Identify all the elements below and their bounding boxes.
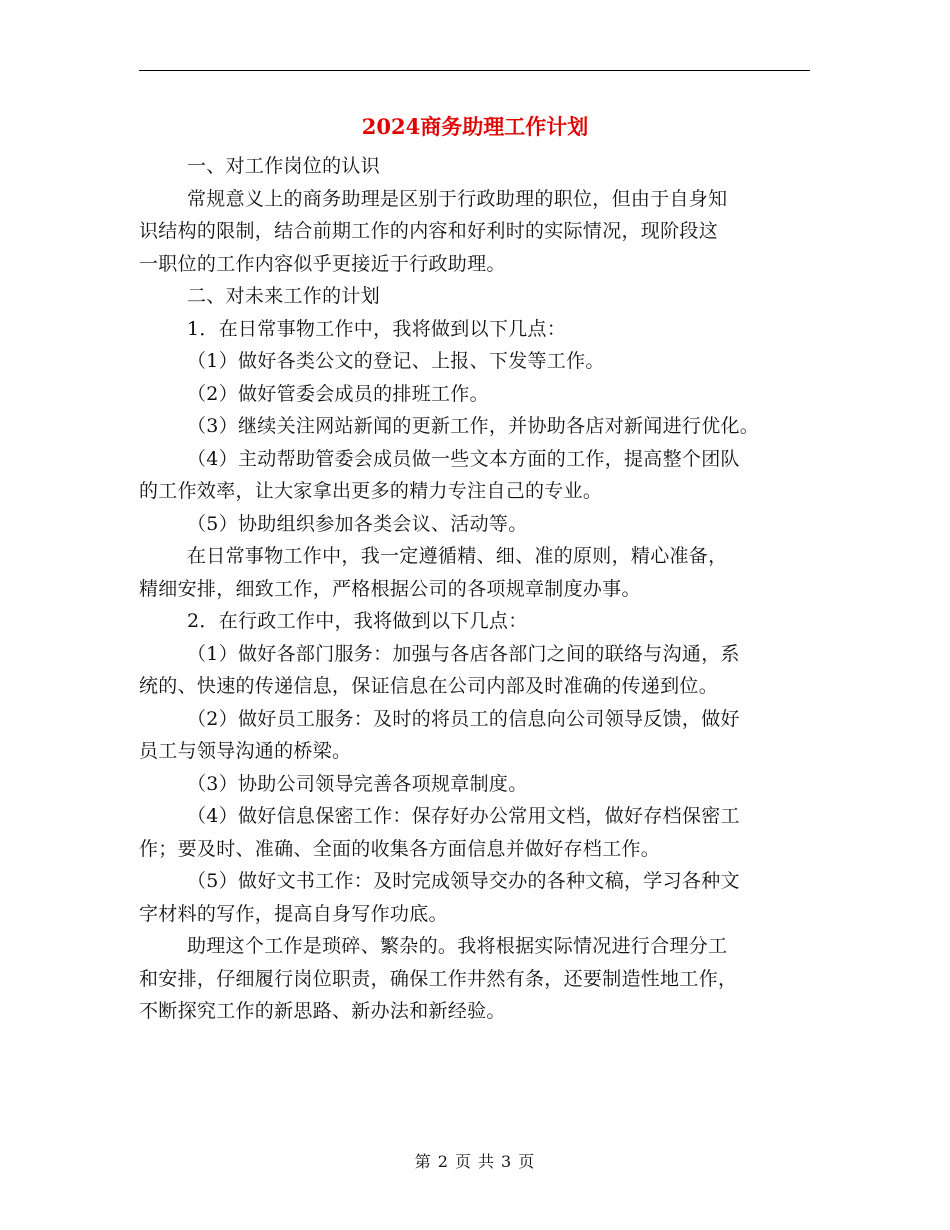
footer-total-unit: 页	[518, 1152, 536, 1171]
paragraph-9	[139, 508, 829, 541]
paragraph-line: 助理这个工作是琐碎、繁杂的。我将根据实际情况进行合理分工	[187, 935, 728, 957]
paragraph-12	[139, 638, 829, 703]
footer-total-pages: 3	[501, 1152, 513, 1171]
paragraph-line: （5）协助组织参加各类会议、活动等。	[187, 512, 528, 535]
paragraph-8	[139, 443, 829, 508]
paragraph-line: （4）主动帮助管委会成员做一些文本方面的工作，提高整个团队	[187, 447, 740, 470]
paragraph-14	[139, 768, 829, 801]
paragraph-line: 和安排，仔细履行岗位职责，确保工作井然有条，还要制造性地工作，	[139, 967, 738, 990]
footer-page-number: 2	[437, 1152, 449, 1171]
paragraph-line: 在日常事物工作中，我一定遵循精、细、准的原则，精心准备，	[187, 545, 728, 567]
paragraph-line: （1）做好各类公文的登记、上报、下发等工作。	[187, 350, 605, 372]
document-body	[139, 150, 829, 1028]
paragraph-line: 识结构的限制，结合前期工作的内容和好利时的实际情况，现阶段这	[139, 220, 719, 242]
paragraph-6	[139, 378, 829, 411]
paragraph-11	[139, 605, 829, 638]
header-rule	[139, 70, 810, 71]
paragraph-line: 2．在行政工作中，我将做到以下几点：	[187, 610, 528, 632]
paragraph-line: 二、对未来工作的计划	[187, 285, 381, 307]
paragraph-line: （3）协助公司领导完善各项规章制度。	[187, 772, 528, 795]
paragraph-17	[139, 930, 829, 1028]
paragraph-2	[139, 183, 829, 281]
paragraph-line: （5）做好文书工作：及时完成领导交办的各种文稿，学习各种文	[187, 870, 740, 892]
paragraph-line: 一、对工作岗位的认识	[187, 155, 381, 177]
paragraph-line: 字材料的写作，提高自身写作功底。	[139, 902, 448, 925]
paragraph-line: 常规意义上的商务助理是区别于行政助理的职位，但由于自身知	[187, 187, 728, 210]
paragraph-line: 一职位的工作内容似乎更接近于行政助理。	[139, 252, 506, 275]
paragraph-5	[139, 345, 829, 378]
paragraph-1	[139, 150, 829, 183]
paragraph-16	[139, 865, 829, 930]
paragraph-4	[139, 313, 829, 346]
paragraph-line: （1）做好各部门服务：加强与各店各部门之间的联络与沟通，系	[187, 642, 740, 665]
paragraph-line: （4）做好信息保密工作：保存好办公常用文档，做好存档保密工	[187, 805, 740, 827]
paragraph-line: 员工与领导沟通的桥梁。	[139, 740, 352, 762]
page-footer	[0, 1150, 950, 1174]
footer-page-unit: 页	[454, 1152, 472, 1171]
paragraph-15	[139, 800, 829, 865]
document-title: 2024商务助理工作计划	[361, 114, 589, 139]
paragraph-line: 不断探究工作的新思路、新办法和新经验。	[139, 1000, 506, 1022]
paragraph-13	[139, 703, 829, 768]
paragraph-line: 作；要及时、准确、全面的收集各方面信息并做好存档工作。	[139, 837, 661, 860]
paragraph-line: （2）做好管委会成员的排班工作。	[187, 382, 489, 405]
paragraph-3	[139, 280, 829, 313]
paragraph-line: 的工作效率，让大家拿出更多的精力专注自己的专业。	[139, 480, 603, 502]
footer-total-label: 共	[478, 1152, 496, 1171]
paragraph-7	[139, 410, 829, 443]
paragraph-line: （3）继续关注网站新闻的更新工作，并协助各店对新闻进行优化。	[187, 415, 760, 437]
paragraph-10	[139, 540, 829, 605]
paragraph-line: （2）做好员工服务：及时的将员工的信息向公司领导反馈，做好	[187, 707, 740, 730]
footer-page-label: 第	[414, 1152, 432, 1171]
paragraph-line: 统的、快速的传递信息，保证信息在公司内部及时准确的传递到位。	[139, 675, 719, 697]
paragraph-line: 精细安排，细致工作，严格根据公司的各项规章制度办事。	[139, 577, 641, 600]
paragraph-line: 1．在日常事物工作中，我将做到以下几点：	[187, 317, 567, 340]
